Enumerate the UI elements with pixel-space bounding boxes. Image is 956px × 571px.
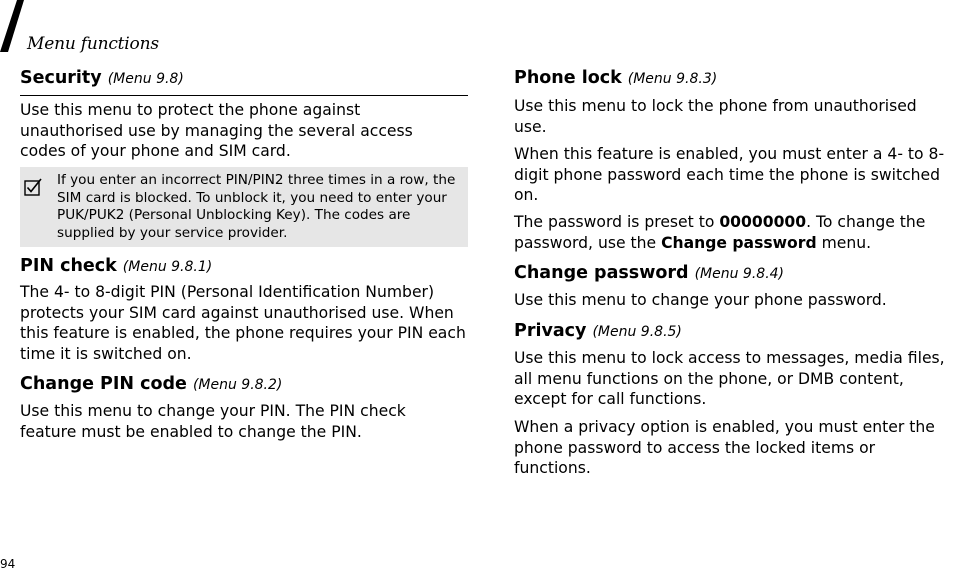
checkbox-note-icon (24, 178, 42, 196)
change-pin-heading (20, 374, 282, 394)
change-pin-title: Change PIN code (20, 374, 187, 394)
note-text: If you enter an incorrect PIN/PIN2 three times in a row, the SIM card is blocked. To unblock it, you need to enter your PUK/PUK2 (Personal Unblocking Key). The codes are supplied by your service provider. (57, 172, 456, 242)
change-pin-menu-ref: (Menu 9.8.2) (192, 377, 283, 393)
page-number: 94 (0, 557, 16, 571)
phone-lock-description-1: Use this menu to lock the phone from unauthorised use. (514, 97, 917, 136)
privacy-menu-ref: (Menu 9.8.5) (592, 324, 682, 340)
change-password-heading (514, 263, 784, 283)
change-password-menu-ref: (Menu 9.8.4) (694, 266, 785, 282)
preset-text-mid: . To change the password, use the (514, 213, 926, 252)
phone-lock-description-3 (514, 212, 956, 253)
pin-check-heading (20, 256, 212, 276)
note-box (20, 167, 468, 247)
phone-lock-title: Phone lock (514, 68, 622, 88)
security-title: Security (20, 68, 102, 88)
change-password-menu-name: Change password (661, 233, 817, 252)
privacy-heading (514, 321, 682, 341)
privacy-title: Privacy (514, 321, 587, 341)
security-heading (20, 68, 184, 88)
security-menu-ref: (Menu 9.8) (107, 71, 184, 87)
change-password-description: Use this menu to change your phone password. (514, 291, 887, 309)
page-header-title: Menu functions (27, 34, 159, 54)
preset-password-code: 00000000 (719, 213, 807, 231)
phone-lock-description-2: When this feature is enabled, you must enter a 4- to 8-digit phone password each time the phone is switched on. (514, 145, 945, 204)
pin-check-title: PIN check (20, 256, 117, 276)
phone-lock-menu-ref: (Menu 9.8.3) (627, 71, 718, 87)
privacy-description-1: Use this menu to lock access to messages, media files, all menu functions on the phone, or DMB content, except for call functions. (514, 349, 945, 408)
preset-text-pre: The password is preset to (514, 213, 720, 231)
change-pin-description: Use this menu to change your PIN. The PIN check feature must be enabled to change the PIN. (20, 402, 406, 441)
preset-text-post: menu. (816, 233, 872, 252)
header-accent-bar (0, 0, 24, 52)
pin-check-menu-ref: (Menu 9.8.1) (122, 259, 213, 275)
phone-lock-heading (514, 68, 717, 88)
privacy-description-2: When a privacy option is enabled, you must enter the phone password to access the locked items or functions. (514, 418, 935, 477)
section-divider (20, 95, 468, 96)
pin-check-description: The 4- to 8-digit PIN (Personal Identification Number) protects your SIM card against unauthorised use. When this feature is enabled, the phone requires your PIN each time it is switched on. (20, 283, 466, 363)
change-password-title: Change password (514, 263, 689, 283)
security-description: Use this menu to protect the phone against unauthorised use by managing the several access codes of your phone and SIM card. (20, 101, 413, 160)
